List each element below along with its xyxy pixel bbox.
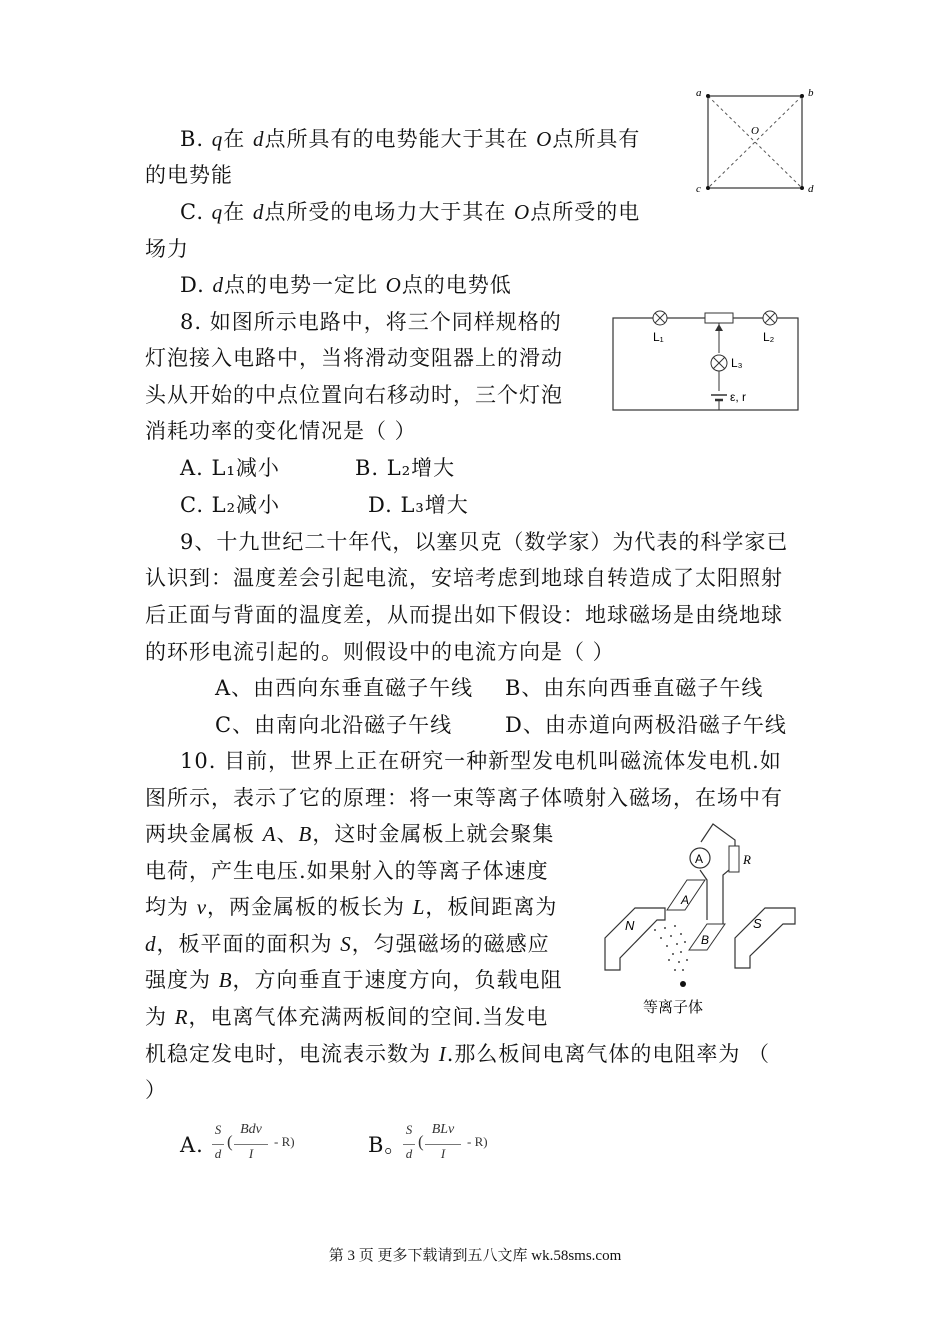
lamp-l3-label: L₃ bbox=[731, 356, 743, 370]
resistor-icon bbox=[729, 846, 739, 872]
frac-num: BLv bbox=[431, 1122, 455, 1137]
q8-stem-line3: 头从开始的中点位置向右移动时，三个灯泡 bbox=[145, 383, 563, 407]
circuit-diagram bbox=[605, 303, 805, 415]
q9-stem-line3: 后正面与背面的温度差，从而提出如下假设：地球磁场是由绕地球 bbox=[145, 603, 783, 627]
q10-option-a-formula: S d ( Bdv I - R) bbox=[212, 1122, 332, 1168]
q10-stem-line3: 两块金属板 A、B，这时金属板上就会聚集 bbox=[145, 822, 555, 846]
q8-option-d: D. L₃增大 bbox=[368, 493, 469, 517]
magnet-s-label: S bbox=[753, 916, 762, 931]
resistor-label: R bbox=[743, 852, 751, 867]
frac-num: Bdv bbox=[240, 1122, 262, 1137]
frac-s-den: d bbox=[214, 1146, 222, 1161]
q7-option-b-line1: B. q在 d点所具有的电势能大于其在 O点所具有 bbox=[180, 127, 641, 151]
mhd-generator-diagram bbox=[595, 820, 810, 1020]
q9-stem-line4: 的环形电流引起的。则假设中的电流方向是（ ） bbox=[145, 640, 615, 664]
magnet-s bbox=[735, 908, 795, 968]
plasma-spray bbox=[654, 925, 688, 971]
q8-option-c: C. L₂减小 bbox=[180, 493, 281, 517]
square-diagram bbox=[690, 82, 825, 197]
q9-stem-line1: 9、十九世纪二十年代，以塞贝克（数学家）为代表的科学家已 bbox=[180, 530, 789, 554]
q9-option-b: B、由东向西垂直磁子午线 bbox=[505, 676, 764, 700]
q8-option-a: A. L₁减小 bbox=[180, 456, 280, 480]
q9-option-d: D、由赤道向两极沿磁子午线 bbox=[505, 713, 787, 737]
q10-stem-line2: 图所示，表示了它的原理：将一束等离子体喷射入磁场，在场中有 bbox=[145, 786, 783, 810]
q10-option-a-label: A. bbox=[180, 1133, 204, 1157]
q8-option-b: B. L₂增大 bbox=[355, 456, 456, 480]
rheostat-icon bbox=[705, 313, 733, 323]
magnet-n-label: N bbox=[625, 918, 635, 933]
source-label: ε, r bbox=[730, 390, 747, 404]
q10-stem-line4: 电荷，产生电压.如果射入的等离子体速度 bbox=[145, 859, 549, 883]
q7-option-c-line1: C. q在 d点所受的电场力大于其在 O点所受的电 bbox=[180, 200, 641, 224]
q8-stem-line4: 消耗功率的变化情况是（ ） bbox=[145, 419, 417, 443]
q10-option-b-label: B。 bbox=[368, 1133, 407, 1157]
q9-stem-line2: 认识到：温度差会引起电流，安培考虑到地球自转造成了太阳照射 bbox=[145, 566, 783, 590]
point-c bbox=[706, 186, 710, 190]
plate-a-label: A bbox=[681, 893, 690, 907]
q10-stem-line6: d，板平面的面积为 S，匀强磁场的磁感应 bbox=[145, 932, 550, 956]
page-footer: 第 3 页 更多下载请到五八文库 wk.58sms.com bbox=[328, 1248, 622, 1264]
q10-stem-line1: 10. 目前，世界上正在研究一种新型发电机叫磁流体发电机.如 bbox=[180, 749, 782, 773]
plate-b-label: B bbox=[701, 933, 710, 947]
frac-den: I bbox=[248, 1146, 254, 1161]
q7-option-d: D. d点的电势一定比 O点的电势低 bbox=[180, 273, 512, 297]
q9-option-a: A、由西向东垂直磁子午线 bbox=[215, 676, 474, 700]
ammeter-label: A bbox=[695, 852, 704, 866]
frac-s-den: d bbox=[405, 1146, 413, 1161]
point-a bbox=[706, 94, 710, 98]
formula-tail: - R) bbox=[274, 1134, 295, 1149]
lamp-l1-label: L₁ bbox=[653, 330, 664, 344]
q10-stem-line5: 均为 v，两金属板的板长为 L，板间距离为 bbox=[145, 895, 558, 919]
q10-stem-line10: ） bbox=[145, 1078, 167, 1102]
label-b: b bbox=[808, 87, 814, 99]
q8-stem-line2: 灯泡接入电路中，当将滑动变阻器上的滑动 bbox=[145, 346, 563, 370]
plasma-caption: 等离子体 bbox=[643, 998, 704, 1016]
q7-option-c-line2: 场力 bbox=[145, 237, 189, 261]
q10-stem-line8: 为 R，电离气体充满两板间的空间.当发电 bbox=[145, 1005, 549, 1029]
plasma-source bbox=[680, 981, 686, 987]
q8-stem-line1: 8. 如图所示电路中，将三个同样规格的 bbox=[180, 310, 562, 334]
q10-option-b-formula: S d ( BLv I - R) bbox=[403, 1122, 523, 1168]
q7-option-b-line2: 的电势能 bbox=[145, 163, 233, 187]
label-O: O bbox=[751, 125, 759, 137]
q9-option-c: C、由南向北沿磁子午线 bbox=[215, 713, 453, 737]
point-b bbox=[800, 94, 804, 98]
frac-s-num: S bbox=[405, 1122, 413, 1137]
frac-den: I bbox=[440, 1146, 446, 1161]
frac-s-num: S bbox=[214, 1122, 222, 1137]
label-a: a bbox=[696, 87, 702, 99]
lamp-l2-label: L₂ bbox=[763, 330, 775, 344]
q10-stem-line7: 强度为 B，方向垂直于速度方向，负载电阻 bbox=[145, 968, 563, 992]
q10-stem-line9: 机稳定发电时，电流表示数为 I.那么板间电离气体的电阻率为 （ bbox=[145, 1042, 771, 1066]
label-d: d bbox=[808, 183, 814, 195]
formula-tail: - R) bbox=[467, 1134, 488, 1149]
point-d bbox=[800, 186, 804, 190]
magnet-n bbox=[605, 908, 665, 970]
label-c: c bbox=[696, 183, 701, 195]
